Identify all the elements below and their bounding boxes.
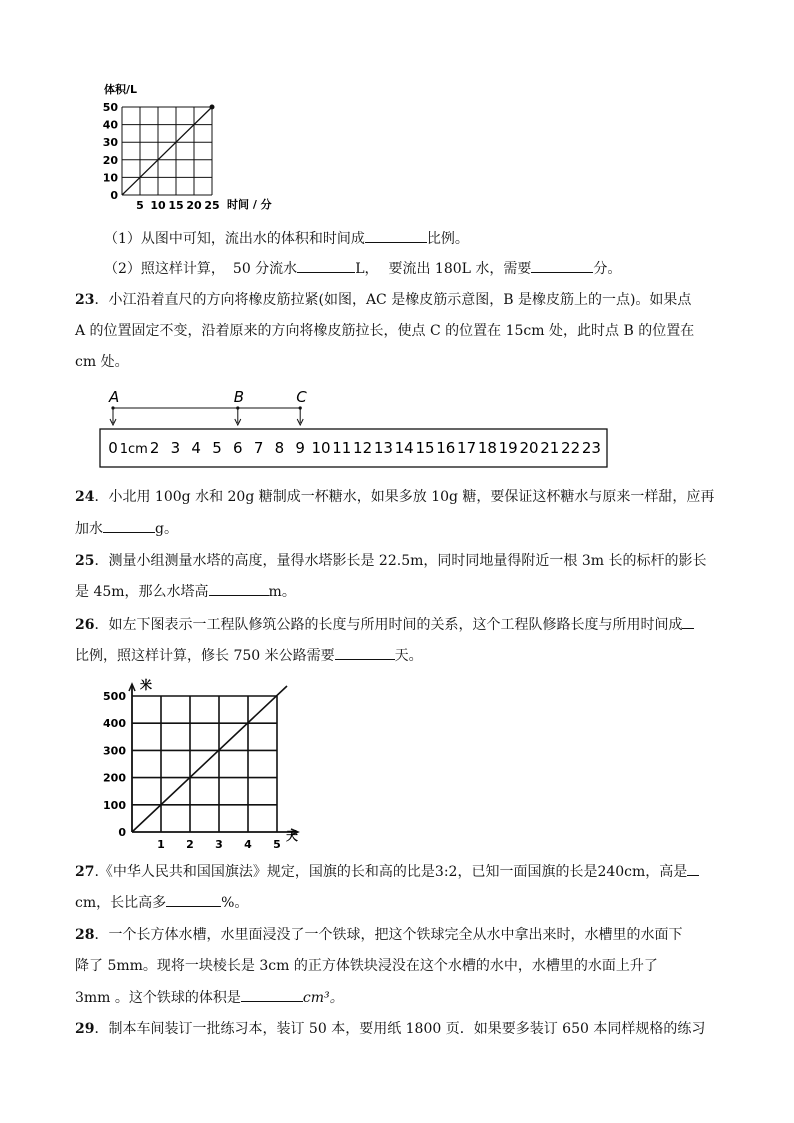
ruler-tick-label: 14	[394, 439, 414, 457]
q25-line2	[75, 581, 296, 602]
q26-text: 比例，照这样计算，修长 750 米公路需要	[75, 648, 335, 664]
data-point	[210, 105, 214, 109]
ruler-labels	[108, 439, 601, 457]
q28-line3	[75, 987, 344, 1008]
q22-sub1-text: （1）从图中可知，流出水的体积和时间成	[104, 231, 365, 247]
ruler-tick-label: 10	[311, 439, 331, 457]
answer-blank[interactable]	[335, 645, 395, 660]
q24-line1	[75, 487, 714, 507]
question-number: 23	[75, 292, 95, 308]
q25-text: ．测量小组测量水塔的高度，量得水塔影长是 22.5m，同时同地量得附近一根 3m 长的标杆的影长	[94, 553, 707, 569]
x-tick-label: 3	[215, 838, 223, 850]
chart-volume-time	[100, 80, 290, 215]
q28-text: 降了 5mm。现将一块棱长是 3cm 的正方体铁块浸没在这个水槽的水中，水槽里的水面上升了	[75, 958, 658, 974]
q28-line2	[75, 956, 658, 976]
q26-line1	[75, 614, 694, 635]
question-number: 29	[75, 1021, 95, 1037]
x-tick-label: 4	[244, 838, 252, 850]
q22-sub2-unit: L，	[355, 261, 379, 277]
question-number: 26	[75, 617, 95, 633]
chart1-grid	[122, 105, 214, 195]
q23-text: cm 处。	[75, 354, 129, 370]
q23-line3	[75, 352, 129, 372]
answer-blank[interactable]	[531, 258, 593, 273]
x-tick-label: 1	[157, 838, 165, 850]
q27-text: .《中华人民共和国国旗法》规定，国旗的长和高的比是3:2，已知一面国旗的长是240cm，高是	[94, 864, 688, 880]
point-label: C	[296, 388, 307, 406]
q24-text: ．小北用 100g 水和 20g 糖制成一杯糖水，如果多放 10g 糖，要保证这杯糖水与原来一样甜，应再	[94, 489, 715, 505]
ruler-tick-label: 12	[353, 439, 373, 457]
answer-blank[interactable]	[365, 228, 427, 243]
q24-text: 加水	[75, 521, 103, 537]
x-tick-label: 2	[186, 838, 194, 850]
ruler-tick-label: 16	[436, 439, 456, 457]
ruler-tick-label: 23	[581, 439, 601, 457]
data-line	[132, 686, 287, 832]
q26-text: 天。	[394, 648, 423, 664]
q22-sub2-text3: 要流出 180L 水，需要	[388, 261, 532, 277]
q28-text: 3mm 。这个铁球的体积是	[75, 990, 241, 1006]
q22-sub2-text2: 50 分流水	[232, 261, 298, 277]
q25-text: m。	[268, 584, 296, 600]
q27-line1	[75, 861, 699, 882]
x-tick-label: 5	[136, 199, 144, 212]
answer-blank[interactable]	[209, 581, 269, 596]
q26-line2	[75, 645, 423, 666]
x-tick-label: 20	[186, 199, 202, 212]
chart2-xlabel: 天	[286, 829, 299, 843]
y-tick-label: 400	[103, 717, 126, 731]
y-tick-label: 300	[103, 744, 126, 758]
ruler-tick-label: 17	[457, 439, 477, 457]
x-tick-label: 10	[150, 199, 166, 212]
chart-road-days	[100, 675, 310, 850]
y-tick-label: 10	[102, 171, 118, 185]
q26-text: ．如左下图表示一工程队修筑公路的长度与所用时间的关系，这个工程队修路长度与所用时间成	[94, 617, 683, 633]
ruler-tick-label: 19	[498, 439, 518, 457]
q23-line2	[75, 321, 694, 341]
ruler-tick-label: 3	[170, 439, 181, 457]
ruler-tick-label: 18	[477, 439, 497, 457]
ruler-tick-label: 2	[149, 439, 160, 457]
answer-blank[interactable]	[103, 518, 155, 533]
ruler-tick-label: 1cm	[119, 442, 148, 457]
q23-text: A 的位置固定不变，沿着原来的方向将橡皮筋拉长，使点 C 的位置在 15cm 处，此时点 B 的位置在	[75, 323, 695, 339]
point-label: B	[233, 388, 245, 406]
ruler-tick-label: 0	[108, 439, 118, 457]
y-tick-label: 500	[103, 690, 126, 703]
y-tick-label: 20	[102, 153, 118, 167]
point-label: A	[109, 388, 120, 406]
q22-sub2	[104, 258, 621, 279]
x-tick-label: 25	[204, 199, 220, 212]
question-number: 25	[75, 553, 95, 569]
q28-unit: cm³。	[302, 990, 344, 1006]
y-tick-label: 50	[102, 101, 118, 114]
y-tick-label: 40	[102, 118, 118, 132]
q25-line1	[75, 551, 706, 571]
chart2-ticks	[103, 690, 281, 850]
q29-text: ．制本车间装订一批练习本，装订 50 本，要用纸 1800 页．如果要多装订 650 本同样规格的练习	[94, 1021, 706, 1037]
y-tick-label: 0	[118, 826, 126, 839]
question-number: 27	[75, 864, 95, 880]
x-tick-label: 5	[273, 838, 281, 850]
ruler-tick-label: 11	[332, 439, 352, 457]
ruler-tick-label: 6	[233, 439, 243, 457]
q27-text: cm，长比高多	[75, 895, 167, 911]
chart1-xlabel: 时间 / 分	[227, 198, 272, 211]
rubber-band	[108, 388, 307, 425]
y-tick-label: 200	[103, 771, 126, 785]
y-tick-label: 30	[102, 136, 118, 150]
ruler-tick-label: 9	[295, 439, 305, 457]
ruler-tick-label: 15	[415, 439, 435, 457]
ruler-tick-label: 5	[212, 439, 222, 457]
chart2-ylabel: 米	[140, 678, 153, 692]
ruler-tick-label: 22	[561, 439, 581, 457]
ruler-tick-label: 7	[253, 439, 264, 457]
ruler-tick-label: 13	[373, 439, 393, 457]
q22-sub2-tail: 分。	[593, 261, 622, 277]
q22-sub1	[104, 228, 469, 249]
q24-line2	[75, 518, 178, 539]
question-number: 24	[75, 489, 95, 505]
ruler-tick-label: 21	[540, 439, 560, 457]
answer-blank[interactable]	[297, 258, 355, 273]
q25-text: 是 45m，那么水塔高	[75, 584, 209, 600]
q27-text: %。	[221, 895, 249, 911]
q23-text: ．小江沿着直尺的方向将橡皮筋拉紧(如图，AC 是橡皮筋示意图，B 是橡皮筋上的一点)。如果点	[94, 292, 692, 308]
ruler-tick-label: 20	[519, 439, 539, 457]
x-tick-label: 15	[168, 199, 184, 212]
q28-line1	[75, 925, 682, 945]
q22-sub1-tail: 比例。	[426, 231, 469, 247]
ruler-tick-label: 4	[191, 439, 201, 457]
chart2-grid	[129, 684, 298, 835]
answer-blank[interactable]	[687, 861, 699, 876]
question-number: 28	[75, 927, 95, 943]
q29-line1	[75, 1019, 705, 1039]
y-tick-label: 0	[110, 189, 118, 202]
q22-sub2-text: （2）照这样计算，	[104, 261, 225, 277]
q27-line2	[75, 892, 248, 913]
data-line	[122, 107, 212, 195]
ruler-tick-label: 8	[274, 439, 285, 457]
q23-line1	[75, 290, 691, 310]
ruler-figure	[95, 388, 615, 473]
chart1-ylabel: 体积/L	[104, 83, 138, 96]
answer-blank[interactable]	[241, 987, 303, 1002]
answer-blank[interactable]	[166, 892, 221, 907]
answer-blank[interactable]	[682, 614, 694, 629]
q24-text: g。	[155, 521, 178, 537]
q28-text: ．一个长方体水槽，水里面浸没了一个铁球，把这个铁球完全从水中拿出来时，水槽里的水面下	[94, 927, 683, 943]
y-tick-label: 100	[103, 798, 126, 812]
